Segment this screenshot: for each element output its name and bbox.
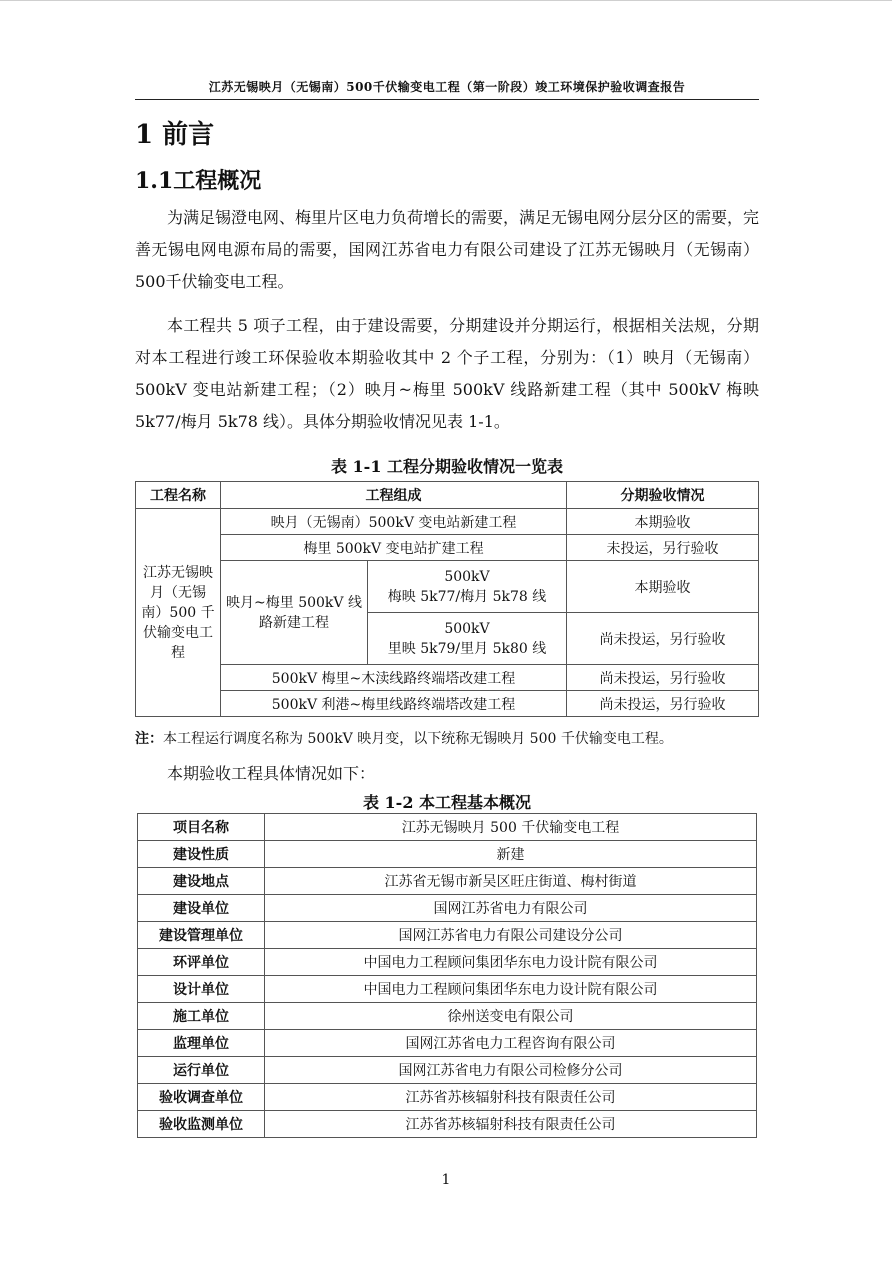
table1-phased-acceptance bbox=[135, 481, 759, 717]
status-cell: 未投运，另行验收 bbox=[567, 535, 759, 561]
table-row bbox=[138, 922, 757, 949]
status-cell: 尚未投运，另行验收 bbox=[567, 613, 759, 665]
field-label: 验收调查单位 bbox=[138, 1084, 265, 1111]
line-group-cell: 映月~梅里 500kV 线路新建工程 bbox=[221, 561, 368, 665]
table-row bbox=[136, 691, 759, 717]
field-value: 国网江苏省电力有限公司检修分公司 bbox=[265, 1057, 757, 1084]
field-label: 环评单位 bbox=[138, 949, 265, 976]
table-row bbox=[136, 665, 759, 691]
status-cell: 尚未投运，另行验收 bbox=[567, 665, 759, 691]
table-header-row bbox=[136, 482, 759, 509]
field-value: 中国电力工程顾问集团华东电力设计院有限公司 bbox=[265, 949, 757, 976]
table-row bbox=[138, 814, 757, 841]
line-voltage: 500kV bbox=[444, 620, 490, 637]
table-row bbox=[138, 949, 757, 976]
field-label: 建设单位 bbox=[138, 895, 265, 922]
line-names: 梅映 5k77/梅月 5k78 线 bbox=[387, 588, 547, 605]
field-label: 建设地点 bbox=[138, 868, 265, 895]
field-value: 国网江苏省电力工程咨询有限公司 bbox=[265, 1030, 757, 1057]
component-cell: 500kV 利港~梅里线路终端塔改建工程 bbox=[221, 691, 567, 717]
field-value: 国网江苏省电力有限公司建设分公司 bbox=[265, 922, 757, 949]
component-cell: 映月（无锡南）500kV 变电站新建工程 bbox=[221, 509, 567, 535]
table-row bbox=[138, 841, 757, 868]
table-row bbox=[138, 1111, 757, 1138]
header-rule bbox=[135, 99, 759, 100]
table-header-cell: 工程组成 bbox=[221, 482, 567, 509]
component-cell: 梅里 500kV 变电站扩建工程 bbox=[221, 535, 567, 561]
table2-basic-overview bbox=[137, 813, 757, 1138]
running-header: 江苏无锡映月（无锡南）500千伏输变电工程（第一阶段）竣工环境保护验收调查报告 bbox=[208, 80, 686, 94]
field-value: 徐州送变电有限公司 bbox=[265, 1003, 757, 1030]
paragraph-1: 为满足锡澄电网、梅里片区电力负荷增长的需要，满足无锡电网分层分区的需要，完善无锡电网电源布局的需要，国网江苏省电力有限公司建设了江苏无锡映月（无锡南）500千伏输变电工程。 bbox=[135, 208, 760, 291]
table-row bbox=[138, 895, 757, 922]
table-row bbox=[138, 1057, 757, 1084]
table-row bbox=[138, 1084, 757, 1111]
table2-caption: 表 1-2 本工程基本概况 bbox=[362, 793, 532, 812]
page-number: 1 bbox=[441, 1172, 451, 1188]
table-row bbox=[138, 976, 757, 1003]
note-text: 本工程运行调度名称为 500kV 映月变，以下统称无锡映月 500 千伏输变电工程。 bbox=[163, 731, 673, 747]
field-label: 建设性质 bbox=[138, 841, 265, 868]
line-names: 里映 5k79/里月 5k80 线 bbox=[387, 640, 547, 657]
field-label: 施工单位 bbox=[138, 1003, 265, 1030]
field-value: 中国电力工程顾问集团华东电力设计院有限公司 bbox=[265, 976, 757, 1003]
line-voltage: 500kV bbox=[444, 568, 490, 585]
table-row bbox=[136, 561, 759, 613]
field-value: 江苏省苏核辐射科技有限责任公司 bbox=[265, 1111, 757, 1138]
field-value: 国网江苏省电力有限公司 bbox=[265, 895, 757, 922]
line-detail-cell bbox=[368, 613, 567, 665]
status-cell: 尚未投运，另行验收 bbox=[567, 691, 759, 717]
table-row bbox=[138, 1030, 757, 1057]
project-name-cell: 江苏无锡映月（无锡南）500 千伏输变电工程 bbox=[136, 509, 221, 717]
page-top-border bbox=[0, 0, 892, 1]
line-detail-cell bbox=[368, 561, 567, 613]
paragraph-3: 本期验收工程具体情况如下： bbox=[167, 764, 376, 783]
chapter-title: 1 前言 bbox=[135, 120, 215, 150]
field-label: 设计单位 bbox=[138, 976, 265, 1003]
table-row bbox=[138, 868, 757, 895]
field-label: 建设管理单位 bbox=[138, 922, 265, 949]
section-title: 1.1工程概况 bbox=[135, 168, 262, 194]
field-label: 验收监测单位 bbox=[138, 1111, 265, 1138]
status-cell: 本期验收 bbox=[567, 509, 759, 535]
table-row bbox=[136, 509, 759, 535]
field-label: 项目名称 bbox=[138, 814, 265, 841]
field-value: 江苏省无锡市新吴区旺庄街道、梅村街道 bbox=[265, 868, 757, 895]
table-header-cell: 工程名称 bbox=[136, 482, 221, 509]
paragraph-2: 本工程共 5 项子工程，由于建设需要，分期建设并分期运行，根据相关法规，分期对本工程进行竣工环保验收本期验收其中 2 个子工程，分别为：（1）映月（无锡南）500kV 变电站新建工程；（2）映月~梅里 500kV 线路新建工程（其中 500kV 梅映 5k77/梅月 5k78 线）。具体分期验收情况见表 1-1。 bbox=[135, 316, 759, 431]
component-cell: 500kV 梅里~木渎线路终端塔改建工程 bbox=[221, 665, 567, 691]
field-label: 监理单位 bbox=[138, 1030, 265, 1057]
table1-note bbox=[135, 728, 673, 748]
table-row bbox=[136, 535, 759, 561]
table-row bbox=[138, 1003, 757, 1030]
table1-caption: 表 1-1 工程分期验收情况一览表 bbox=[330, 457, 564, 476]
field-value: 江苏省苏核辐射科技有限责任公司 bbox=[265, 1084, 757, 1111]
field-value: 江苏无锡映月 500 千伏输变电工程 bbox=[265, 814, 757, 841]
field-value: 新建 bbox=[265, 841, 757, 868]
status-cell: 本期验收 bbox=[567, 561, 759, 613]
table-header-cell: 分期验收情况 bbox=[567, 482, 759, 509]
note-label: 注： bbox=[135, 731, 163, 747]
field-label: 运行单位 bbox=[138, 1057, 265, 1084]
